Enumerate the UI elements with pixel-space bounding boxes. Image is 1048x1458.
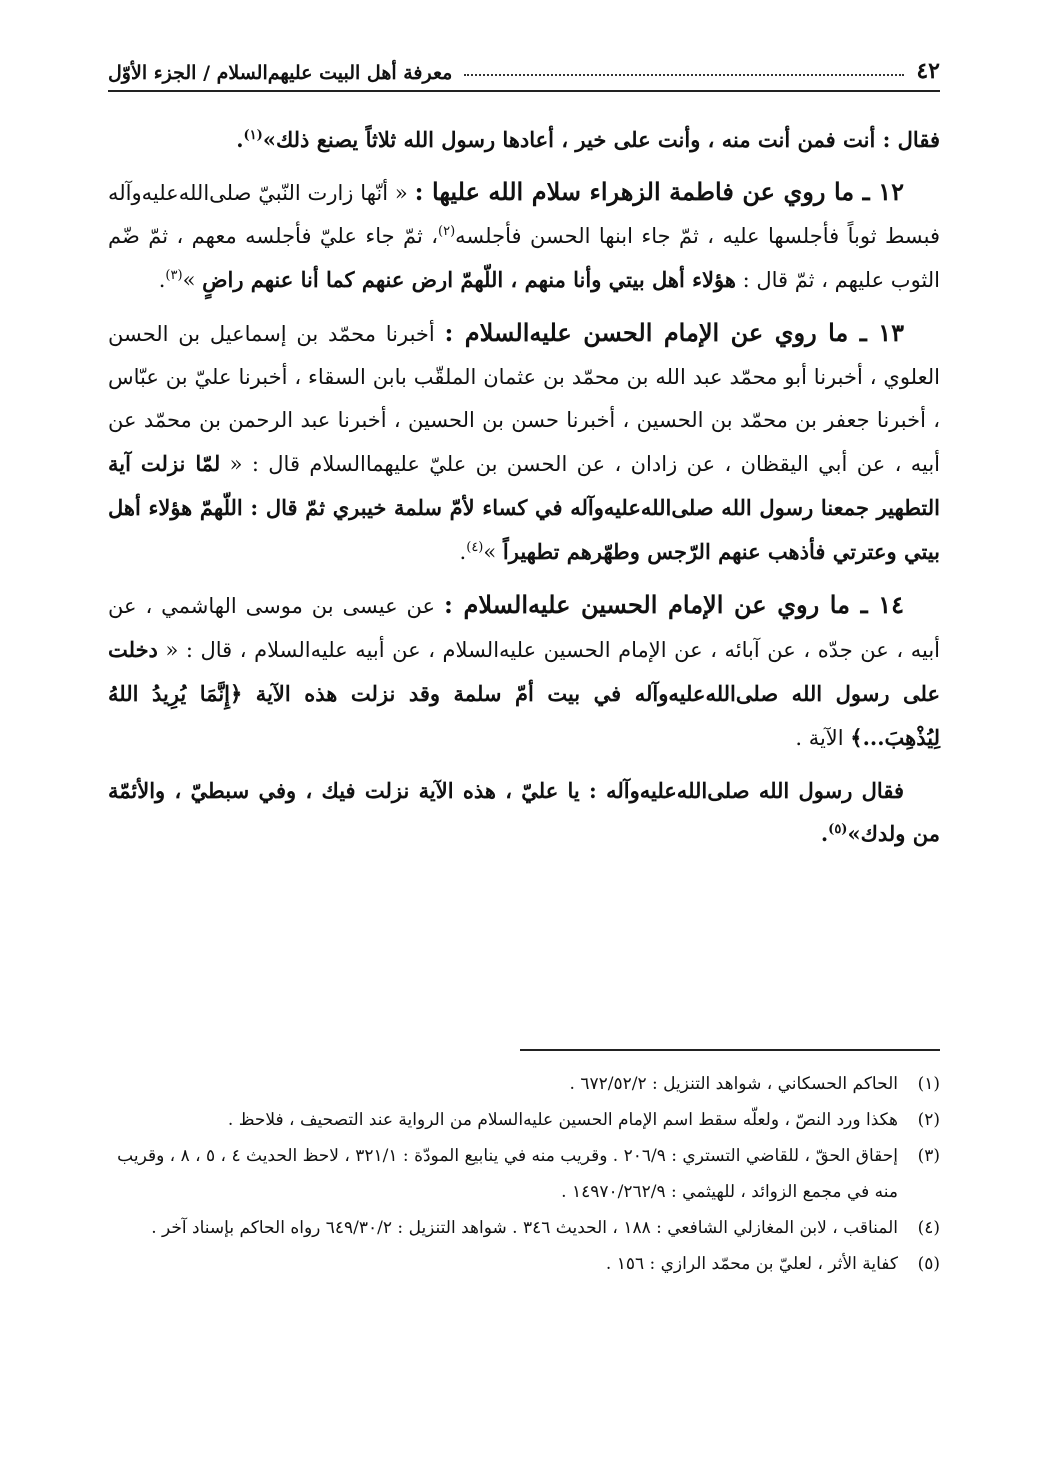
footnote: [108, 1138, 940, 1210]
paragraph-15: فقال رسول الله صلى‌الله‌عليه‌وآله : يا عليّ ، هذه الآية نزلت فيك ، وفي سبطيّ ، والأئمّة من ولدك»$^{(٥)}$.: [108, 778, 940, 846]
footnote-ref-3[interactable]: (٣): [165, 268, 183, 283]
section-heading-14: ١٤ ـ ما روي عن الإمام الحسين عليه‌السلام :: [444, 590, 904, 619]
paragraph-12: ١٢ ـ ما روي عن فاطمة الزهراء سلام الله عليها : « أنّها زارت النّبيّ صلى‌الله‌عليه‌وآله فبسط ثوباً فأجلسها عليه ، ثمّ جاء ابنها الحسن فأجلسه$^{(٢)}$، ثمّ جاء عليّ فأجلسه معهم ، ثمّ ضّم الثوب عليهم ، ثمّ قال : هؤلاء أهل بيتي وأنا منهم ، اللّهمّ ارض عنهم كما أنا عنهم راضٍ »$^{(٣)}$.: [108, 177, 941, 292]
footnote-text: إحقاق الحقّ ، للقاضي التستري : ٢٠٦/٩ . وقريب منه في ينابيع المودّة : ٣٢١/١ ، لاحظ الحديث ٤ ، ٥ ، ٨ ، وقريب منه في مجمع الزوائد ، للهيثمي : ١٤٩٧٠/٢٦٢/٩ .: [117, 1146, 898, 1202]
footnote-ref-1[interactable]: (١): [243, 128, 263, 143]
footnote-ref-2[interactable]: (٢): [438, 224, 456, 239]
section-heading-12: ١٢ ـ ما روي عن فاطمة الزهراء سلام الله عليها :: [414, 177, 904, 206]
footnote-ref-5[interactable]: (٥): [828, 822, 848, 837]
paragraph-14: ١٤ ـ ما روي عن الإمام الحسين عليه‌السلام : عن عيسى بن موسى الهاشمي ، عن أبيه ، عن جدّه ، عن آبائه ، عن الإمام الحسين عليه‌السلام ، عن أبيه عليه‌السلام ، قال : « دخلت على رسول الله صلى‌الله‌عليه‌وآله في بيت أمّ سلمة وقد نزلت هذه الآية ﴿إِنَّمَا يُرِيدُ اللهُ لِيُذْهِبَ...﴾ الآية .: [108, 590, 940, 750]
footnote-number: (١): [917, 1074, 940, 1094]
footnote-number: (٥): [917, 1254, 940, 1274]
paragraph-13: ١٣ ـ ما روي عن الإمام الحسن عليه‌السلام : أخبرنا محمّد بن إسماعيل بن الحسن العلوي ، أخبرنا أبو محمّد عبد الله بن محمّد بن عثمان الملقّب بابن السقاء ، أخبرنا عليّ بن عبّاس ، أخبرنا جعفر بن محمّد بن الحسين ، أخبرنا حسن بن الحسين ، أخبرنا عبد الرحمن بن محمّد عن أبيه ، عن أبي اليقظان ، عن زادان ، عن الحسن بن عليّ عليهما‌السلام قال : « لمّا نزلت آية التطهير جمعنا رسول الله صلى‌الله‌عليه‌وآله في كساء لأمّ سلمة خيبري ثمّ قال : اللّهمّ هؤلاء أهل بيتي وعترتي فأذهب عنهم الرّجس وطهّرهم تطهيراً »$^{(٤)}$.: [108, 318, 940, 564]
footnote-text: هكذا ورد النصّ ، ولعلّه سقط اسم الإمام الحسين عليه‌السلام من الرواية عند التصحيف ، فلاحظ .: [227, 1110, 898, 1130]
footnote-text: المناقب ، لابن المغازلي الشافعي : ١٨٨ ، الحديث ٣٤٦ . شواهد التنزيل : ٦٤٩/٣٠/٢ رواه الحاكم بإسناد آخر .: [151, 1218, 898, 1238]
header-dot-leader: [464, 74, 904, 76]
running-header: [108, 52, 940, 92]
footnote-separator: [520, 1049, 940, 1051]
footnote-number: (٣): [917, 1146, 940, 1166]
footnote-text: كفاية الأثر ، لعليّ بن محمّد الرازي : ١٥٦ .: [605, 1254, 898, 1274]
page-number: ٤٢: [916, 58, 940, 84]
footnote-number: (٢): [917, 1110, 940, 1130]
footnote: [108, 1066, 940, 1102]
footnote-ref-4[interactable]: (٤): [466, 540, 484, 555]
section-heading-13: ١٣ ـ ما روي عن الإمام الحسن عليه‌السلام :: [444, 318, 904, 347]
footnote: [108, 1102, 940, 1138]
footnote-text: الحاكم الحسكاني ، شواهد التنزيل : ٦٧٢/٥٢/٢ .: [569, 1074, 898, 1094]
paragraph-1: فقال : أنت فمن أنت منه ، وأنت على خير ، أعادها رسول الله ثلاثاً يصنع ذلك»$^{(١)}$.: [236, 127, 940, 152]
footnotes: [108, 1066, 940, 1282]
footnote: [108, 1210, 940, 1246]
running-title: معرفة أهل البيت عليهم‌السلام / الجزء الأوّل: [108, 62, 453, 84]
footnote-number: (٤): [917, 1218, 940, 1238]
footnote: [108, 1246, 940, 1282]
main-text: [108, 118, 940, 864]
